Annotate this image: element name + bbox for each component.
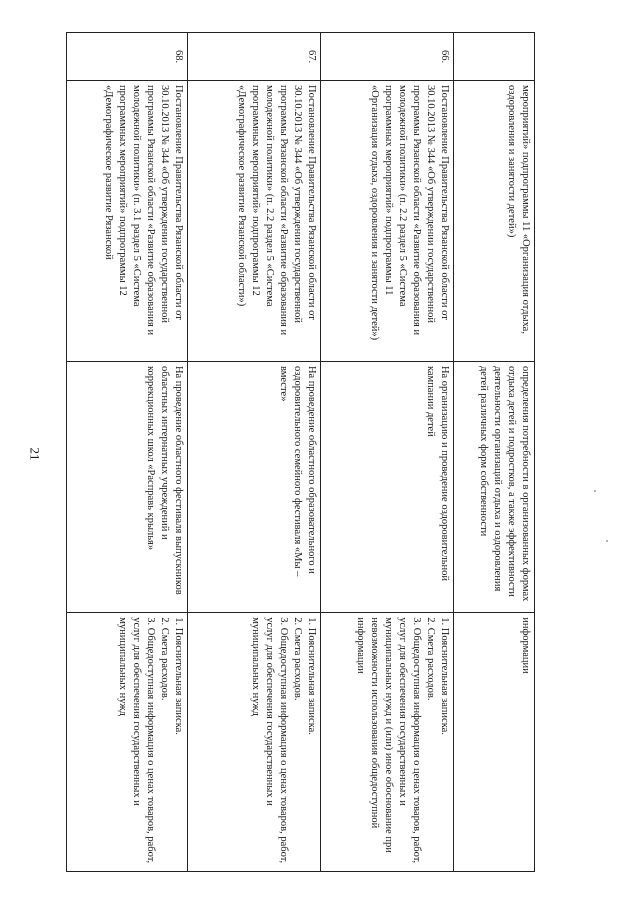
required-documents-cell: 1. Пояснительная записка. 2. Смета расходов. 3. Общедоступная информация о ценах товаров, работ, услуг для обеспечения государственных и муниципальных нужд	[188, 613, 321, 872]
legal-basis-cell: мероприятий» подпрограммы 11 «Организация отдыха, оздоровления и занятости детей»)	[454, 81, 535, 362]
required-documents-cell: 1. Пояснительная записка. 2. Смета расходов. 3. Общедоступная информация о ценах товаров, работ, услуг для обеспечения государственных и муниципальных нужд	[67, 613, 188, 872]
legal-basis-cell: Постановление Правительства Рязанской области от 30.10.2013 № 344 «Об утверждении государственной программы Рязанской области «Развитие образования и молодежной политики» (п. 3.1 раздел 5 «Система программных мероприятий» подпрограммы 12 «Демографическое развитие Рязанской	[67, 81, 188, 362]
rotated-table-container	[87, 32, 535, 872]
table-row	[454, 33, 535, 872]
legal-basis-cell: Постановление Правительства Рязанской области от 30.10.2013 № 344 «Об утверждении государственной программы Рязанской области «Развитие образования и молодежной политики» (п. 2.2 раздел 5 «Система программных мероприятий» подпрограммы 12 «Демографическое развитие Рязанской области»)	[188, 81, 321, 362]
row-number: 66.	[321, 33, 454, 81]
table-row	[188, 33, 321, 872]
purpose-cell: На проведение областного образовательного и оздоровительного семейного фестиваля «Мы – вместе»	[188, 361, 321, 612]
row-number	[454, 33, 535, 81]
legal-basis-cell: Постановление Правительства Рязанской области от 30.10.2013 № 344 «Об утверждении государственной программы Рязанской области «Развитие образования и молодежной политики» (п. 2.2 раздел 5 «Система программных мероприятий» подпрограммы 11 «Организация отдыха, оздоровления и занятости детей»)	[321, 81, 454, 362]
purpose-cell: определения потребности в организованных формах отдыха детей и подростков, а также эффективности деятельности организаций отдыха и оздоровления детей различных форм собственности	[454, 361, 535, 612]
purpose-cell: На проведение областного фестиваля выпускников областных интернатных учреждений и коррекционных школ «Расправь крылья»	[67, 361, 188, 612]
documents-table	[66, 32, 535, 872]
table-row	[321, 33, 454, 872]
row-number: 67.	[188, 33, 321, 81]
row-number: 68.	[67, 33, 188, 81]
table-row	[67, 33, 188, 872]
page-number: 21	[27, 447, 43, 461]
scan-speck	[594, 490, 596, 492]
required-documents-cell: информации	[454, 613, 535, 872]
purpose-cell: На организацию и проведение оздоровительной кампании детей	[321, 361, 454, 612]
scan-speck	[606, 540, 608, 542]
required-documents-cell: 1. Пояснительная записка. 2. Смета расходов. 3. Общедоступная информация о ценах товаров, работ, услуг для обеспечения государственных и муниципальных нужд и (или) иное обоснование при невозможности использования общедоступной информации	[321, 613, 454, 872]
